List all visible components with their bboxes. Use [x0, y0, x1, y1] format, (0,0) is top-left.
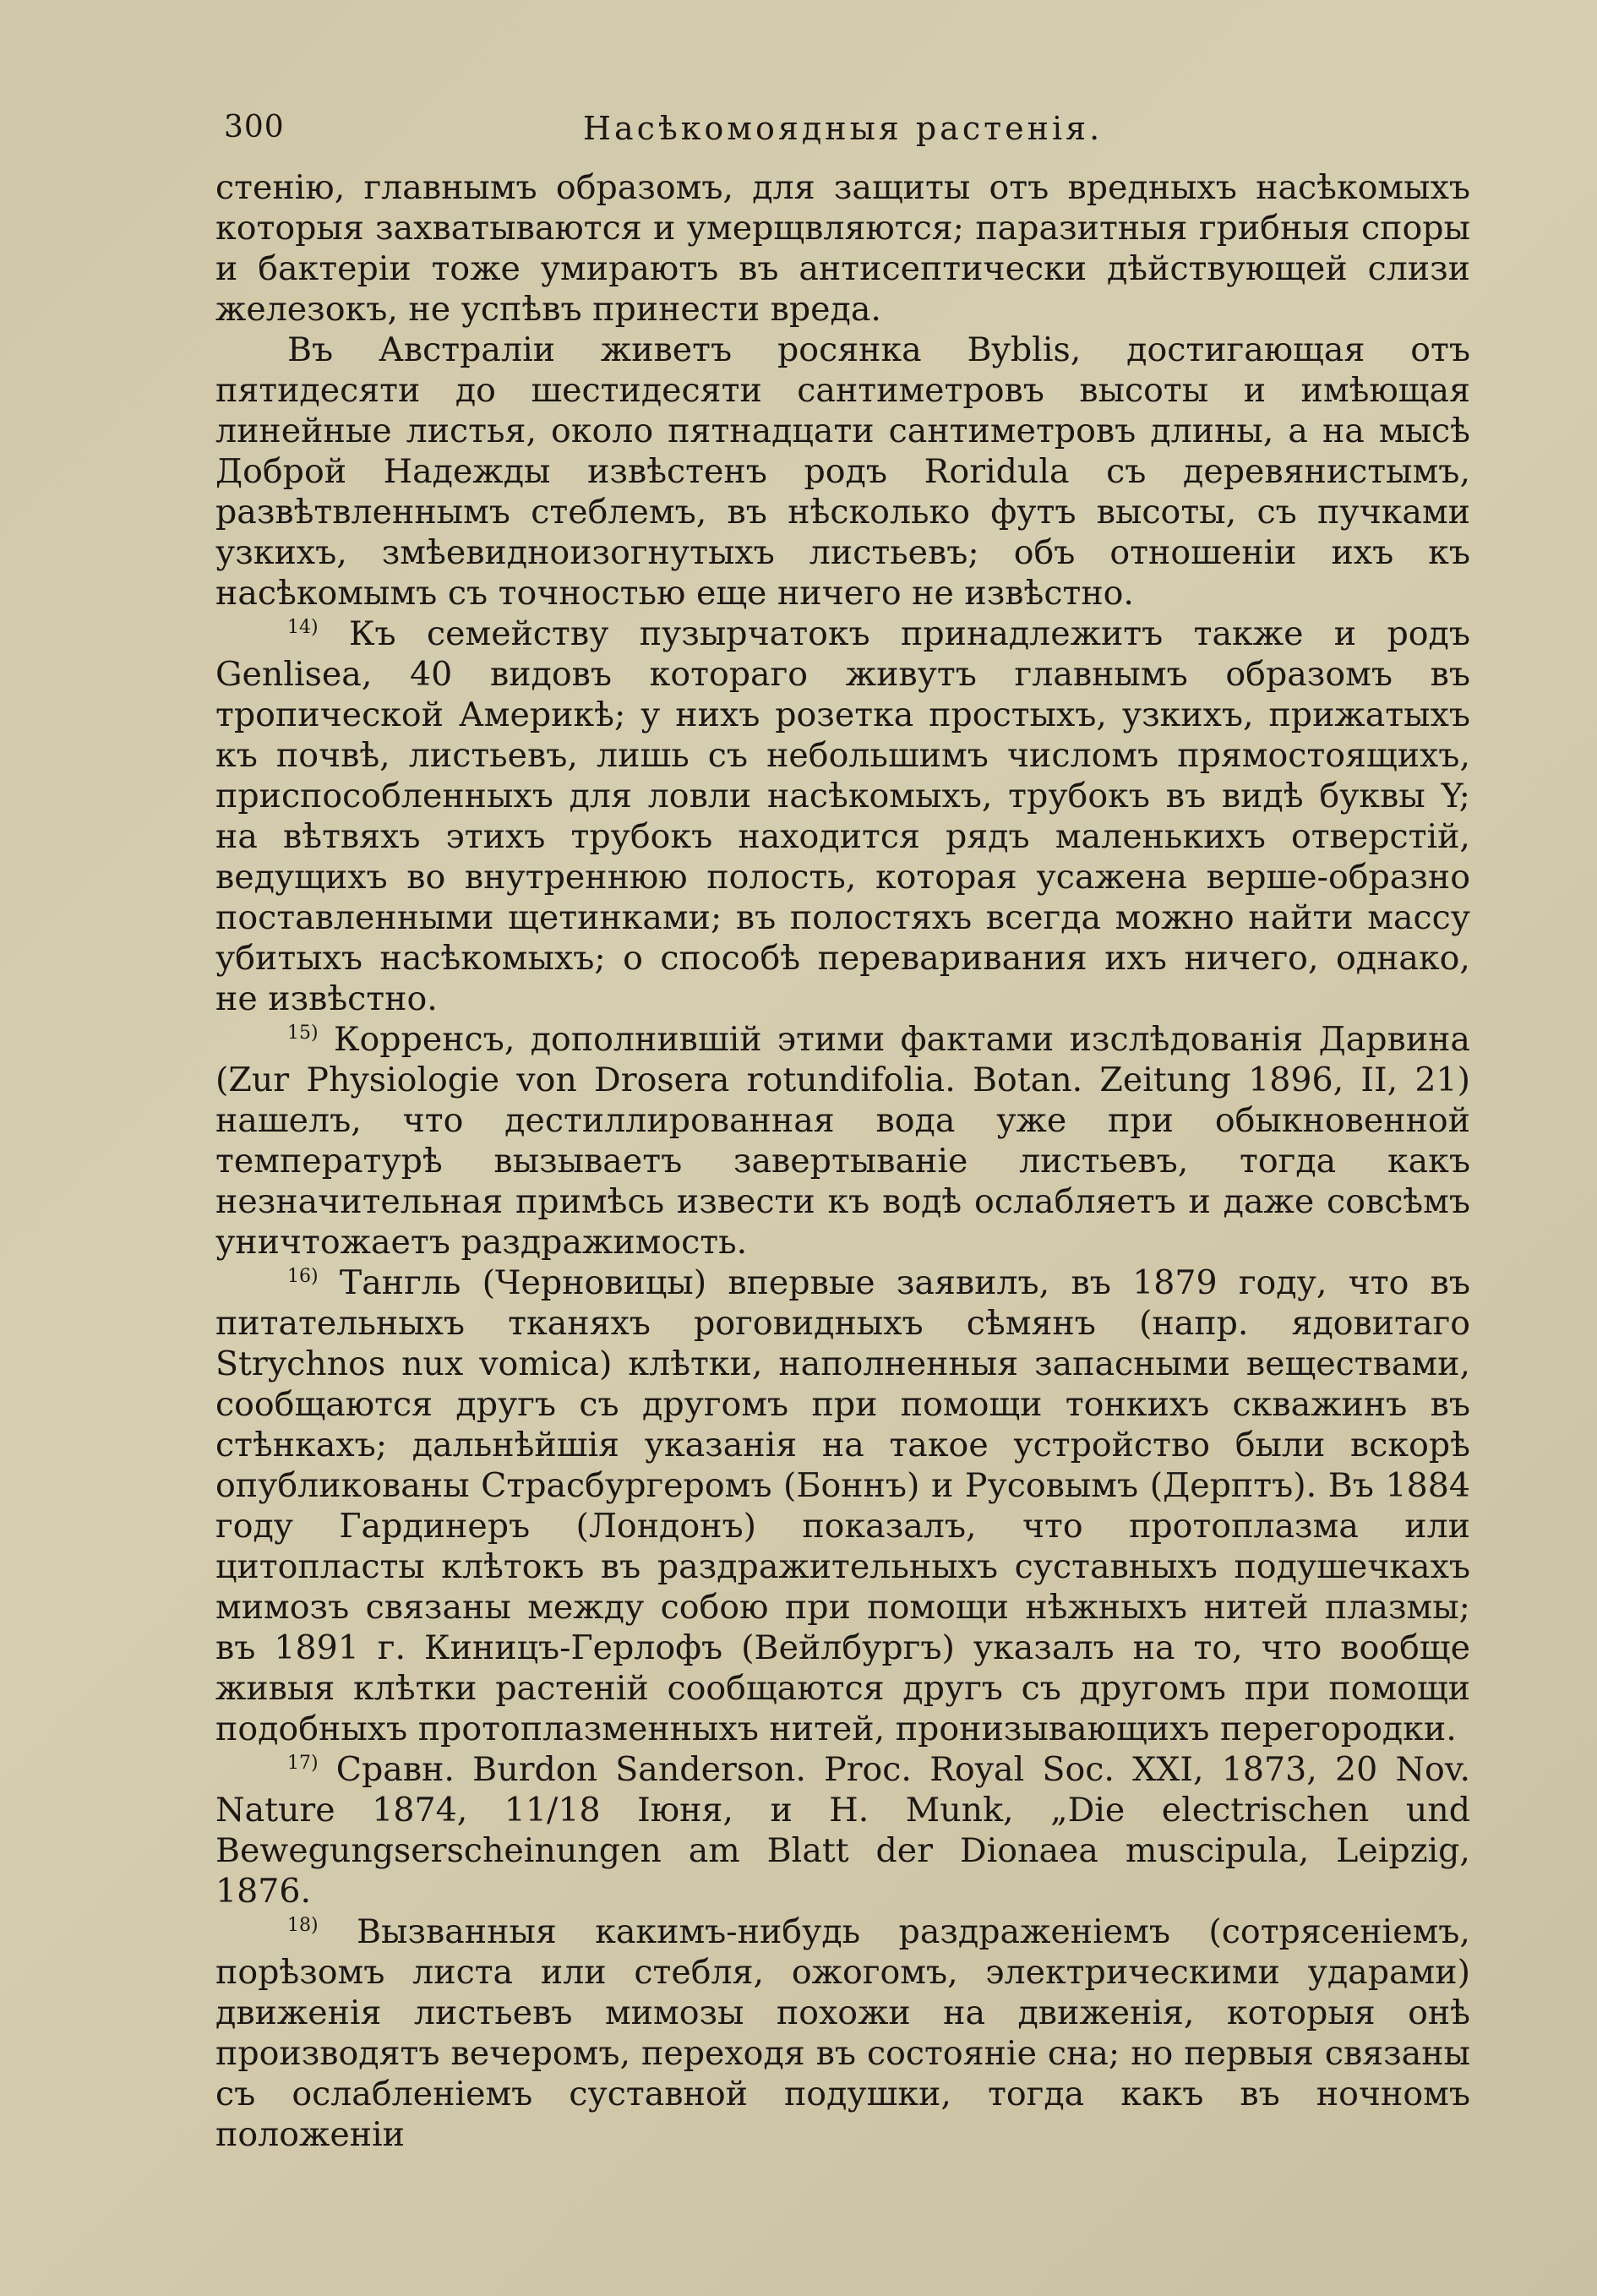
footnote-marker: 17)	[287, 1752, 319, 1774]
footnote	[215, 1912, 1470, 2155]
footnote-marker: 15)	[287, 1022, 319, 1044]
footnote	[215, 1263, 1470, 1749]
paragraph: стенію, главнымъ образомъ, для защиты отъ вредныхъ насѣкомыхъ которыя захватываются и умерщвляются; паразитныя грибныя споры и бактеріи тоже умираютъ въ антисептически дѣйствующей слизи железокъ, не успѣвъ принести вреда.	[215, 168, 1470, 329]
footnote-text: Вызванныя какимъ-нибудь раздраженіемъ (сотрясеніемъ, порѣзомъ листа или стебля, ожогомъ, электрическими ударами) движенія листьевъ мимозы похожи на движенія, которыя онѣ производятъ вечеромъ, переходя въ состояніе сна; но первыя связаны съ ослабленіемъ суставной подушки, тогда какъ въ ночномъ положеніи	[215, 1912, 1470, 2154]
page-number: 300	[224, 110, 285, 145]
footnote-text: Тангль (Черновицы) впервые заявилъ, въ 1879 году, что въ питательныхъ тканяхъ роговидныхъ сѣмянъ (напр. ядовитаго Strychnos nux vomica) клѣтки, наполненныя запасными веществами, сообщаются другъ съ другомъ при помощи тонкихъ скважинъ въ стѣнкахъ; дальнѣйшія указанія на такое устройство были вскорѣ опубликованы Страсбургеромъ (Боннъ) и Русовымъ (Дерптъ). Въ 1884 году Гардинеръ (Лондонъ) показалъ, что протоплазма или цитопласты клѣтокъ въ раздражительныхъ суставныхъ подушечкахъ мимозъ связаны между собою при помощи нѣжныхъ нитей плазмы; въ 1891 г. Киницъ-Герлофъ (Вейлбургъ) указалъ на то, что вообще живыя клѣтки растеній сообщаются другъ съ другомъ при помощи подобныхъ протоплазменныхъ нитей, пронизывающихъ перегородки.	[215, 1263, 1471, 1748]
paragraph: Въ Австраліи живетъ росянка Byblis, достигающая отъ пятидесяти до шестидесяти сантиметровъ высоты и имѣющая линейные листья, около пятнадцати сантиметровъ длины, а на мысѣ Доброй Надежды извѣстенъ родъ Roridula съ деревянистымъ, развѣтвленнымъ стеблемъ, въ нѣсколько футъ высоты, съ пучками узкихъ, змѣевидноизогнутыхъ листьевъ; объ отношеніи ихъ къ насѣкомымъ съ точностью еще ничего не извѣстно.	[215, 330, 1470, 613]
running-title: Насѣкомоядныя растенія.	[582, 110, 1104, 147]
footnote-text: Къ семейству пузырчатокъ принадлежитъ также и родъ Genlisea, 40 видовъ котораго живутъ главнымъ образомъ въ тропической Америкѣ; у нихъ розетка простыхъ, узкихъ, прижатыхъ къ почвѣ, листьевъ, лишь съ небольшимъ числомъ прямостоящихъ, приспособленныхъ для ловли насѣкомыхъ, трубокъ въ видѣ буквы Y; на вѣтвяхъ этихъ трубокъ находится рядъ маленькихъ отверстій, ведущихъ во внутреннюю полость, которая усажена верше-образно поставленными щетинками; въ полостяхъ всегда можно найти массу убитыхъ насѣкомыхъ; о способѣ переваривания ихъ ничего, однако, не извѣстно.	[215, 614, 1470, 1018]
footnote-text: Сравн. Burdon Sanderson. Proc. Royal Soc. XXI, 1873, 20 Nov. Nature 1874, 11/18 Іюня, и H. Munk, „Die electrischen und Bewegungserscheinungen am Blatt der Dionaea muscipula, Leipzig, 1876.	[215, 1750, 1470, 1911]
footnote	[215, 1749, 1470, 1912]
body-text	[215, 167, 1470, 2155]
footnote	[215, 1019, 1470, 1263]
footnote-marker: 16)	[287, 1265, 319, 1287]
footnote-text: Корренсъ, дополнившій этими фактами изслѣдованія Дарвина (Zur Physiologie von Drosera rotundifolia. Botan. Zeitung 1896, II, 21) нашелъ, что дестиллированная вода уже при обыкновенной температурѣ вызываетъ завертываніе листьевъ, тогда какъ незначительная примѣсь извести къ водѣ ослабляетъ и даже совсѣмъ уничтожаетъ раздражимость.	[215, 1020, 1470, 1262]
footnote-marker: 14)	[287, 616, 319, 638]
footnote-marker: 18)	[287, 1914, 319, 1936]
footnote	[215, 614, 1470, 1019]
page-header	[215, 101, 1470, 161]
